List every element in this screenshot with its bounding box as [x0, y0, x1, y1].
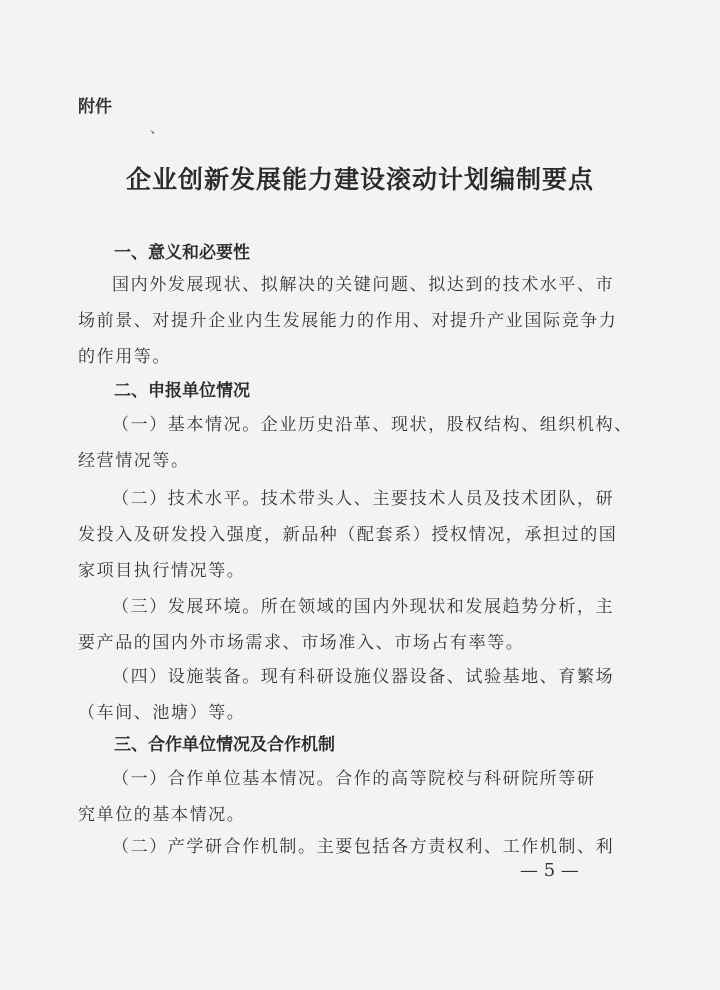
paragraph-line: 经营情况等。 [78, 451, 190, 471]
paragraph-line: 场前景、对提升企业内生发展能力的作用、对提升产业国际竞争力 [78, 311, 618, 331]
paragraph-line: （车间、池塘）等。 [78, 703, 246, 723]
page-number: — 5 — [520, 860, 579, 881]
paragraph-line: （四）设施装备。现有科研设施仪器设备、试验基地、育繁场 [112, 667, 615, 687]
paragraph-line: 发投入及研发投入强度，新品种（配套系）授权情况，承担过的国 [78, 525, 618, 545]
paragraph-line: （一）基本情况。企业历史沿革、现状，股权结构、组织机构、 [112, 415, 633, 435]
section-heading: 二、申报单位情况 [114, 381, 250, 401]
attachment-label: 附件 [78, 97, 112, 117]
paragraph-line: （二）技术水平。技术带头人、主要技术人员及技术团队，研 [112, 489, 615, 509]
paragraph-line: 要产品的国内外市场需求、市场准入、市场占有率等。 [78, 633, 525, 653]
paragraph-line: （三）发展环境。所在领域的国内外现状和发展趋势分析，主 [112, 597, 615, 617]
document-title: 企业创新发展能力建设滚动计划编制要点 [125, 165, 594, 194]
section-heading: 三、合作单位情况及合作机制 [114, 735, 335, 755]
paragraph-line: 家项目执行情况等。 [78, 561, 246, 581]
paragraph-line: 国内外发展现状、拟解决的关键问题、拟达到的技术水平、市 [112, 275, 615, 295]
section-heading: 一、意义和必要性 [114, 243, 250, 263]
stray-mark: 、 [150, 121, 164, 137]
paragraph-line: （二）产学研合作机制。主要包括各方责权利、工作机制、利 [112, 837, 615, 857]
paragraph-line: 究单位的基本情况。 [78, 805, 246, 825]
paragraph-line: 的作用等。 [78, 347, 171, 367]
paragraph-line: （一）合作单位基本情况。合作的高等院校与科研院所等研 [112, 769, 596, 789]
